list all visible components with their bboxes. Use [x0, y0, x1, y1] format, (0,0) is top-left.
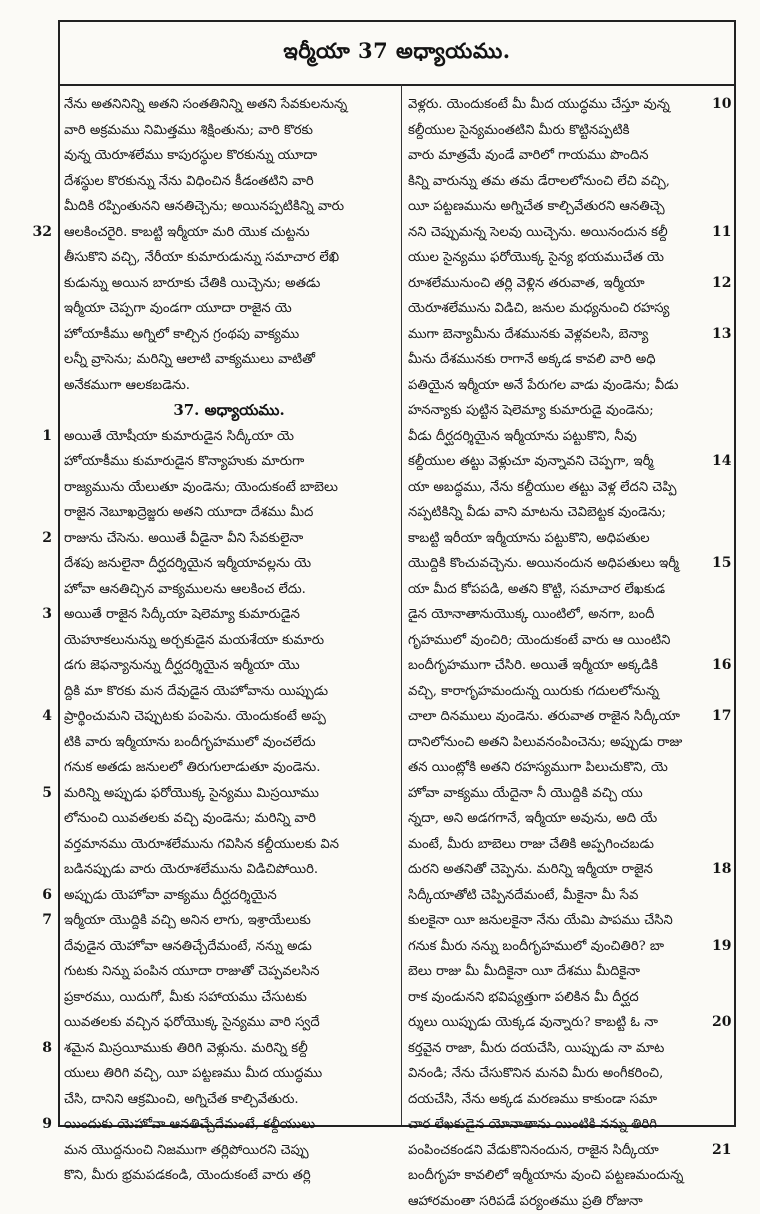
line-text: కొని, మీరు భ్రమపడకండి, యెందుకంటే వారు తర్లి	[64, 1163, 311, 1189]
line-text: గనుక అతడు జనులలో తిరుగులాడుతూ వుండెను.	[64, 755, 320, 781]
line-text: గృహములో వుంచిరి; యెందుకంటే వారు ఆ యింటిని	[408, 628, 670, 654]
text-line	[408, 985, 708, 1011]
line-text: చేసి, దానిని ఆక్రమించి, అగ్నిచేత కాల్చివేతురు.	[64, 1087, 299, 1113]
text-line	[64, 602, 394, 628]
line-text: యివతలకు వచ్చిన ఫరోయొక్క సైన్యము వారి స్వదే	[64, 1010, 320, 1036]
text-line	[64, 296, 394, 322]
line-text: గుటకు నిన్ను పంపిన యూదా రాజుతో చెప్పవలసిన	[64, 959, 319, 985]
verse-number: 7	[28, 908, 52, 934]
text-line	[408, 92, 708, 118]
line-text: బందీగృహముగా చేసిరి. అయితే ఇర్మీయా అక్కడికి	[408, 653, 658, 679]
line-text: హోవా ఆనతిచ్చిన వాక్యములను ఆలకించ లేదు.	[64, 577, 306, 603]
line-text: గనుక మీరు నన్ను బందీగృహములో వుంచితిరి? బా	[408, 934, 664, 960]
text-line	[64, 985, 394, 1011]
verse-number: 4	[28, 704, 52, 730]
text-line	[64, 1010, 394, 1036]
text-line	[64, 1087, 394, 1113]
text-line	[64, 424, 394, 450]
line-text: కుడున్ను అయిన బారూకు చేతికి యిచ్చెను; అతడు	[64, 271, 320, 297]
text-line	[408, 475, 708, 501]
text-line	[408, 934, 708, 960]
text-line	[408, 449, 708, 475]
line-text: బెలు రాజు మీ మీదికైనా యీ దేశము మీదికైనా	[408, 959, 640, 985]
text-line	[64, 1036, 394, 1062]
line-text: బడినప్పుడు వారు యెరూశలేమును విడిచిపోయిరి.	[64, 857, 318, 883]
line-text: లోనుంచి యివతలకు వచ్చి వుండెను; మరిన్ని వారి	[64, 806, 316, 832]
verse-number: 5	[28, 781, 52, 807]
left-border	[58, 20, 60, 1127]
text-line	[408, 245, 708, 271]
text-line	[64, 1138, 394, 1164]
line-text: ఆహారమంతా సరిపడే పర్యంతము ప్రతి రోజునా	[408, 1189, 643, 1214]
text-line	[64, 628, 394, 654]
verse-number: 14	[712, 449, 752, 475]
text-line	[408, 653, 708, 679]
chapter-heading	[64, 398, 394, 424]
text-line	[408, 1189, 708, 1214]
verse-number: 9	[28, 1112, 52, 1138]
line-text: యొద్దికి కొంచువచ్చెను. అయినందున అధిపతులు ఇర్మీ	[408, 551, 679, 577]
line-text: వున్న యెరూశలేము కాపురస్థుల కొరకున్ను యూదా	[64, 143, 317, 169]
text-line	[408, 1138, 708, 1164]
line-text: నప్పటికిన్ని వీడు వాని మాటను చెవిబెట్టక వుండెను;	[408, 500, 666, 526]
line-text: దేశపు జనులైనా దీర్ఘదర్శియైన ఇర్మీయావల్లను యె	[64, 551, 311, 577]
verse-number: 19	[712, 934, 752, 960]
verse-number: 2	[28, 526, 52, 552]
line-text: రాజును చేసెను. అయితే వీడైనా వీని సేవకులైనా	[64, 526, 303, 552]
text-line	[64, 934, 394, 960]
line-text: అయితే యోషీయా కుమారుడైన సిద్కీయా యె	[64, 424, 294, 450]
line-text: వినండి; నేను చేసుకొనిన మనవి మీరు అంగీకరించి,	[408, 1061, 663, 1087]
line-text: 37. అధ్యాయము.	[173, 398, 284, 424]
text-line	[408, 500, 708, 526]
line-text: యుల సైన్యము ఫరోయొక్క సైన్య భయముచేత యె	[408, 245, 664, 271]
verse-number: 12	[712, 271, 752, 297]
left-column	[64, 92, 394, 1189]
text-line	[64, 832, 394, 858]
text-line	[64, 704, 394, 730]
verse-number: 3	[28, 602, 52, 628]
line-text: వీడు దీర్ఘదర్శియైన ఇర్మీయాను పట్టుకొని, నీవు	[408, 424, 637, 450]
text-line	[408, 1087, 708, 1113]
verse-number: 13	[712, 322, 752, 348]
line-text: తన యింట్లోకి అతని రహస్యముగా పిలుచుకొని, యె	[408, 755, 668, 781]
line-text: కల్దీయుల తట్టు వెళ్లుచూ వున్నావని చెప్పగా, ఇర్మీ	[408, 449, 653, 475]
text-line	[408, 857, 708, 883]
line-text: సిద్కీయాతోటి చెప్పినదేమంటే, మీకైనా మీ సేవ	[408, 883, 638, 909]
text-line	[64, 271, 394, 297]
text-line	[408, 730, 708, 756]
text-line	[64, 1061, 394, 1087]
line-text: తీసుకొని వచ్చి, నేరీయా కుమారుడున్ను సమాచార లేఖి	[64, 245, 339, 271]
text-line	[64, 169, 394, 195]
text-line	[64, 781, 394, 807]
verse-number: 32	[28, 220, 52, 246]
line-text: హోయాకీము అగ్నిలో కాల్చిన గ్రంథపు వాక్యము	[64, 322, 299, 348]
text-line	[408, 1061, 708, 1087]
line-text: వచ్చి, కారాగృహమందున్న యిరుకు గదులలోనున్న	[408, 679, 659, 705]
text-line	[408, 118, 708, 144]
line-text: న్నదా, అని అడగగానే, ఇర్మీయా అవును, అది యే	[408, 806, 657, 832]
line-text: బందీగృహ కావలిలో ఇర్మీయాను వుంచి పట్టణమందున్న	[408, 1163, 683, 1189]
text-line	[408, 424, 708, 450]
text-line	[64, 908, 394, 934]
verse-number: 15	[712, 551, 752, 577]
line-text: ఇర్మీయా చెప్పగా వుండగా యూదా రాజైన యె	[64, 296, 292, 322]
text-line	[408, 1036, 708, 1062]
line-text: నేను అతనినిన్ని అతని సంతతినిన్ని అతని సేవకులనున్న	[64, 92, 347, 118]
text-line	[408, 1112, 708, 1138]
column-divider	[401, 84, 402, 1125]
line-text: ద్దికి మా కొరకు మన దేవుడైన యెహోవాను యిప్పుడు	[64, 679, 328, 705]
line-text: దురని అతనితో చెప్పెను. మరిన్ని ఇర్మీయా రాజైన	[408, 857, 653, 883]
line-text: నని చెప్పుమన్న సెలవు యిచ్చెను. అయినందున కల్దీ	[408, 220, 668, 246]
line-text: మరిన్ని అప్పుడు ఫరోయొక్క సైన్యము మిస్రయీము	[64, 781, 319, 807]
line-text: రూశలేమునుంచి తర్లి వెళ్లిన తరువాత, ఇర్మీయా	[408, 271, 645, 297]
text-line	[64, 118, 394, 144]
verse-number: 21	[712, 1138, 752, 1164]
text-line	[64, 373, 394, 399]
line-text: మంటే, మీరు బాబెలు రాజు చేతికి అప్పగించబడు	[408, 832, 654, 858]
verse-number: 10	[712, 92, 752, 118]
line-text: హోవా వాక్యము యేదైనా నీ యొద్దికి వచ్చి యు	[408, 781, 643, 807]
line-text: పతియైన ఇర్మీయా అనే పేరుగల వాడు వుండెను; వీడు	[408, 373, 678, 399]
line-text: అయితే రాజైన సిద్కీయా షెలెమ్యా కుమారుడైన	[64, 602, 300, 628]
page-title: ఇర్మీయా 37 అధ్యాయము.	[58, 38, 736, 69]
text-line	[408, 398, 708, 424]
text-line	[64, 1112, 394, 1138]
line-text: మీను దేశమునకు రాగానే అక్కడ కావలి వారి అధి	[408, 347, 656, 373]
text-line	[408, 832, 708, 858]
text-line	[408, 704, 708, 730]
verse-number: 11	[712, 220, 752, 246]
line-text: యెరూశలేమును విడిచి, జనుల మధ్యనుంచి రహస్య	[408, 296, 669, 322]
text-line	[64, 730, 394, 756]
line-text: కల్దీయుల సైన్యమంతటిని మీరు కొట్టినప్పటికి	[408, 118, 630, 144]
text-line	[64, 475, 394, 501]
text-line	[408, 781, 708, 807]
text-line	[64, 959, 394, 985]
text-line	[64, 857, 394, 883]
line-text: కులకైనా యీ జనులకైనా నేను యేమి పాపము చేసిని	[408, 908, 673, 934]
line-text: మన యొద్దనుంచి నిజముగా తర్లిపోయిరని చెప్పు	[64, 1138, 309, 1164]
line-text: దేవుడైన యెహోవా ఆనతిచ్చేదేమంటే, నన్ను అడు	[64, 934, 312, 960]
text-line	[408, 194, 708, 220]
verse-number: 18	[712, 857, 752, 883]
line-text: రాజైన నెబూఖద్రెజ్జరు అతని యూదా దేశము మీద	[64, 500, 313, 526]
text-line	[64, 347, 394, 373]
text-line	[408, 602, 708, 628]
line-text: టికి వారు ఇర్మీయాను బందీగృహములో వుంచలేదు	[64, 730, 316, 756]
line-text: వారి అక్రమము నిమిత్తము శిక్షింతును; వారి కొరకు	[64, 118, 313, 144]
line-text: ప్రకారము, యిదుగో, మీకు సహాయము చేసుటకు	[64, 985, 307, 1011]
right-column	[408, 92, 708, 1214]
verse-number: 16	[712, 653, 752, 679]
text-line	[408, 526, 708, 552]
line-text: హోయాకీము కుమారుడైన కొన్యాహుకు మారుగా	[64, 449, 304, 475]
text-line	[64, 653, 394, 679]
verse-number: 20	[712, 1010, 752, 1036]
text-line	[64, 526, 394, 552]
line-text: చాలా దినములు వుండెను. తరువాత రాజైన సిద్కీయా	[408, 704, 680, 730]
text-line	[408, 806, 708, 832]
text-line	[64, 245, 394, 271]
text-line	[408, 908, 708, 934]
line-text: ముగా బెన్యామీను దేశమునకు వెళ్లవలసి, బెన్యా	[408, 322, 648, 348]
line-text: యా మీద కోపపడి, అతని కొట్టి, సమాచార లేఖకుడ	[408, 577, 665, 603]
line-text: ప్రార్థించుమని చెప్పుటకు పంపెను. యెందుకంటే అప్ప	[64, 704, 326, 730]
verse-number: 8	[28, 1036, 52, 1062]
text-line	[408, 628, 708, 654]
line-text: లన్నీ వ్రాసెను; మరిన్ని ఆలాటి వాక్యములు వాటితో	[64, 347, 315, 373]
text-line	[64, 883, 394, 909]
line-text: ర్శులు యిప్పుడు యెక్కడ వున్నారు? కాబట్టి ఓ నా	[408, 1010, 658, 1036]
text-line	[64, 92, 394, 118]
line-text: పంపించకండని వేడుకొనినందున, రాజైన సిద్కీయా	[408, 1138, 659, 1164]
text-line	[64, 143, 394, 169]
line-text: దేశస్థుల కొరకున్ను నేను విధించిన కీడంతటిని వారి	[64, 169, 314, 195]
line-text: హనన్యాకు పుట్టిన షెలెమ్యా కుమారుడై వుండెను;	[408, 398, 654, 424]
text-line	[408, 347, 708, 373]
text-line	[408, 143, 708, 169]
text-line	[408, 551, 708, 577]
text-line	[408, 1010, 708, 1036]
line-text: మీదికి రప్పింతునని ఆనతిచ్చెను; అయినప్పటికిన్ని వారు	[64, 194, 344, 220]
line-text: డగు జెఫన్యానున్ను దీర్ఘదర్శియైన ఇర్మీయా యొ	[64, 653, 300, 679]
text-line	[64, 577, 394, 603]
text-line	[408, 679, 708, 705]
line-text: కర్తవైన రాజా, మీరు దయచేసి, యిప్పుడు నా మాట	[408, 1036, 664, 1062]
text-line	[64, 755, 394, 781]
line-text: దానిలోనుంచి అతని పిలువనంపించెను; అప్పుడు రాజు	[408, 730, 682, 756]
line-text: డైన యోనాతానుయొక్క యింటిలో, అనగా, బందీ	[408, 602, 655, 628]
line-text: వారు మాత్రమే వుండే వారిలో గాయము పొందిన	[408, 143, 649, 169]
line-text: యెహూకలునున్ను అర్చకుడైన మయశేయా కుమారు	[64, 628, 324, 654]
line-text: రాక వుండునని భవిష్యత్తుగా పలికిన మీ దీర్ఘద	[408, 985, 639, 1011]
line-text: వర్తమానము యెరూశలేమును గవిసిన కల్దీయులకు విన	[64, 832, 339, 858]
text-line	[64, 194, 394, 220]
text-line	[408, 577, 708, 603]
verse-number: 17	[712, 704, 752, 730]
line-text: యులు తిరిగి వచ్చి, యీ పట్టణము మీద యుద్ధము	[64, 1061, 322, 1087]
text-line	[408, 755, 708, 781]
line-text: చార లేఖకుడైన యోనాతాను యింటికి నన్ను తిరిగి	[408, 1112, 657, 1138]
line-text: దయచేసి, నేను అక్కడ మరణము కాకుండా సమా	[408, 1087, 657, 1113]
text-line	[408, 271, 708, 297]
text-line	[408, 220, 708, 246]
line-text: కాబట్టి ఇరీయా ఇర్మీయాను పట్టుకొని, అధిపతుల	[408, 526, 650, 552]
verse-number: 6	[28, 883, 52, 909]
line-text: అప్పుడు యెహోవా వాక్యము దీర్ఘదర్శియైన	[64, 883, 277, 909]
line-text: శమైన మిస్రయీముకు తిరిగి వెళ్లును. మరిన్ని కల్దీ	[64, 1036, 308, 1062]
line-text: ఇర్మీయా యొద్దికి వచ్చి అనిన లాగు, ఇశ్రాయేలుకు	[64, 908, 311, 934]
text-line	[408, 959, 708, 985]
text-line	[64, 679, 394, 705]
text-line	[64, 551, 394, 577]
line-text: యీ పట్టణమును అగ్నిచేత కాల్చివేతురని ఆనతిచ్చె	[408, 194, 665, 220]
verse-number: 1	[28, 424, 52, 450]
text-line	[408, 296, 708, 322]
text-line	[408, 322, 708, 348]
text-line	[408, 883, 708, 909]
line-text: యా అబద్ధము, నేను కల్దీయుల తట్టు వెళ్ల లేదని చెప్పి	[408, 475, 676, 501]
text-line	[64, 806, 394, 832]
text-line	[64, 500, 394, 526]
line-text: కిన్ని వారున్ను తమ తమ డేరాలలోనుంచి లేచి వచ్చి,	[408, 169, 670, 195]
line-text: యిందుకు యెహోవా ఆనతిచ్చేదేమంటే, కల్దీయులు	[64, 1112, 315, 1138]
text-line	[408, 373, 708, 399]
line-text: రాజ్యమును యేలుతూ వుండెను; యెందుకంటే బాబెలు	[64, 475, 338, 501]
text-line	[408, 169, 708, 195]
line-text: ఆలకించరైరి. కాబట్టి ఇర్మీయా మరి యొక చుట్టను	[64, 220, 310, 246]
text-line	[64, 220, 394, 246]
text-line	[64, 322, 394, 348]
line-text: అనేకముగా ఆలకబడెను.	[64, 373, 190, 399]
text-line	[64, 449, 394, 475]
line-text: వెళ్లరు. యెందుకంటే మీ మీద యుద్ధము చేస్తూ వున్న	[408, 92, 670, 118]
